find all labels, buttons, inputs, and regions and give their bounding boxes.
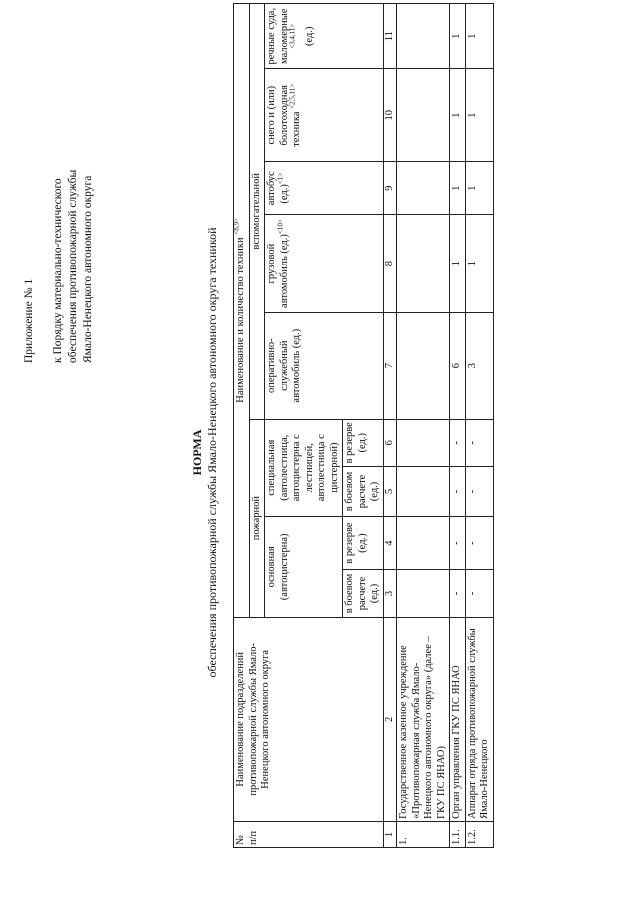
row-value: [397, 69, 450, 162]
column-number: 11: [383, 4, 397, 69]
header-boats-label: речные суда, маломерные: [266, 7, 290, 65]
table-row: [397, 4, 450, 848]
appendix-line-3: Ямало-Ненецкого автономного округа: [82, 175, 94, 363]
appendix-header: [22, 43, 96, 363]
row-unit-name: Орган управления ГКУ ПС ЯНАО: [450, 617, 466, 821]
row-value: -: [450, 570, 466, 617]
column-number: 2: [383, 617, 397, 821]
header-fire: пожарной: [249, 419, 265, 617]
row-unit-name: Государственное казенное учреждение «Противопожарная служба Ямало-Ненецкого автономного округа» (далее – ГКУ ПС ЯНАО): [397, 617, 450, 821]
table-row: [450, 4, 466, 848]
header-special-reserve: в резерве (ед.): [343, 419, 384, 466]
column-number: 7: [383, 312, 397, 419]
header-auxiliary: вспомогательной: [249, 4, 265, 420]
row-value: [397, 162, 450, 215]
column-number-row: [383, 4, 397, 848]
header-bus-label: автобус (ед.): [266, 171, 290, 206]
table-row: [465, 4, 493, 848]
column-number: 4: [383, 516, 397, 569]
row-value: -: [450, 419, 466, 466]
row-number: 1.1.: [450, 821, 466, 847]
appendix-line-1: к Порядку материально-технического: [52, 178, 64, 363]
header-truck-label: грузовой автомобиль (ед.): [266, 234, 290, 308]
header-basic: основная (автоцистерна): [265, 516, 343, 617]
row-value: -: [450, 467, 466, 517]
column-number: 3: [383, 570, 397, 617]
norm-table: [233, 3, 494, 848]
row-value: 1: [465, 69, 493, 162]
row-value: 1: [450, 4, 466, 69]
row-value: [397, 215, 450, 312]
document-subtitle: обеспечения противопожарной службы Ямало-Ненецкого автономного округа техникой: [205, 227, 219, 678]
header-boats-sup: <3,4,11>: [288, 23, 297, 49]
row-value: [397, 419, 450, 466]
row-value: 6: [450, 312, 466, 419]
row-value: [397, 516, 450, 569]
header-num: № п/п: [234, 821, 384, 847]
header-special-combat: в боевом расчете (ед.): [343, 467, 384, 517]
row-value: 1: [450, 69, 466, 162]
appendix-line-2: обеспечения противопожарной службы: [67, 169, 79, 363]
row-value: -: [465, 516, 493, 569]
column-number: 9: [383, 162, 397, 215]
row-value: 1: [450, 215, 466, 312]
header-equipment-group-label: Наименование и количество техники: [235, 237, 246, 403]
row-value: 1: [465, 215, 493, 312]
header-operative: оперативно-служебный автомобиль (ед.): [265, 312, 384, 419]
header-special: специальная (автолестница, автоцистерна с лестницей, автолестница с цистерной): [265, 419, 343, 516]
row-value: [397, 467, 450, 517]
row-number: 1.: [397, 821, 450, 847]
header-row-1: [234, 4, 250, 848]
column-number: 5: [383, 467, 397, 517]
header-snow: [265, 69, 384, 162]
header-truck-sup: <10>: [276, 219, 284, 235]
appendix-title: Приложение № 1: [23, 278, 35, 363]
header-basic-reserve: в резерве (ед.): [343, 516, 384, 569]
row-value: 1: [450, 162, 466, 215]
row-value: -: [465, 419, 493, 466]
column-number: 8: [383, 215, 397, 312]
row-value: 1: [465, 162, 493, 215]
header-boats-unit: (ед.): [303, 26, 315, 46]
row-value: [397, 312, 450, 419]
header-bus-sup: <1>: [276, 172, 284, 185]
header-basic-combat: в боевом расчете (ед.): [343, 570, 384, 617]
header-snow-label: снего и (или) болотоходная техника: [266, 84, 302, 147]
row-value: -: [465, 467, 493, 517]
header-boats: [265, 4, 384, 69]
column-number: 10: [383, 69, 397, 162]
row-number: 1.2.: [465, 821, 493, 847]
header-equipment-group-sup: <8,9>: [232, 218, 241, 235]
row-value: 1: [465, 4, 493, 69]
header-truck: [265, 215, 384, 312]
row-value: 3: [465, 312, 493, 419]
document-title: НОРМА: [190, 429, 204, 476]
header-equipment-group: [234, 4, 250, 618]
column-number: 1: [383, 821, 397, 847]
header-unit-name: Наименование подразделений противопожарной службы Ямало-Ненецкого автономного округа: [234, 617, 384, 821]
row-value: [397, 4, 450, 69]
row-value: -: [465, 570, 493, 617]
row-unit-name: Аппарат отряда противопожарной службы Ямало-Ненецкого: [465, 617, 493, 821]
header-snow-sup: <2,5,11>: [288, 83, 297, 109]
column-number: 6: [383, 419, 397, 466]
header-bus: [265, 162, 384, 215]
row-value: [397, 570, 450, 617]
row-value: -: [450, 516, 466, 569]
